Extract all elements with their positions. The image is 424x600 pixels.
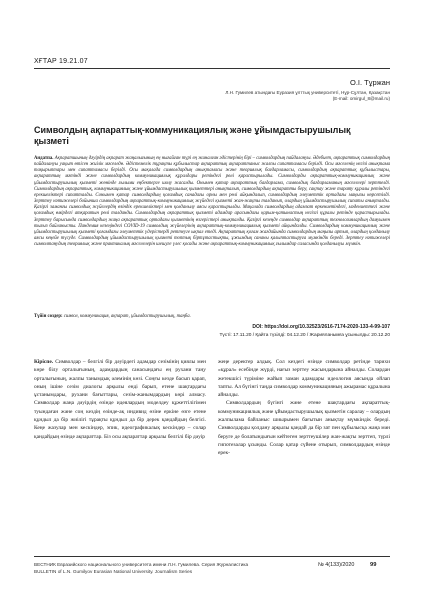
affiliation-line: Л.Н. Гумилев атындағы Еуразия ұлттық университеті, Нұр-Сұлтан, Қазақстан — [225, 90, 390, 95]
paragraph — [34, 358, 206, 441]
keywords-label: Түйін сөздер: — [34, 314, 63, 319]
article-title: Символдың ақпараттық-коммуникациялық және ұйымдастырушылық қызметі — [34, 125, 351, 146]
doi-link[interactable]: DOI: https://doi.org/10.32523/2616-7174-2020-133-4-99-107 — [252, 324, 390, 330]
journal-name-ru: ВЕСТНИК Евразийского национального университета имени Л.Н. Гумилева. Серия Журналистика — [34, 562, 249, 567]
journal-name-en: BULLETIN of L.N. Gumilyov Eurasian National University. Journalism Series — [34, 568, 193, 574]
paragraph-text: Символдар – белгілі бір дәуірдегі адамдар сезімінің қиялы мен көре білу орталығының, адамдардың санасындағы ең рухани таңу орталығының, жалпы танымдық әлемінің көзі. Соңғы кезде басып қарап, оның ішіне сезім диалогы арқылы енді барып, етене шақтардағы ұстанымдары, рухани бағыттары, сезім-жанымдардың көрі алмасу. Символдар жаңа дәуірдің өзінде идеялардың моделдеу құжеттілігімен туындаған және соң кездің өзінде-ақ индивид өзіне еркіне өзге етене құндыл да бір жиілігі тұрақты құндыл да бір дерек қандайдың белгісі. Кеңе жазулар мен кескіндер, эпик, идеографикалық кескіндер – солар қандайдың өзінде ақпараттар. Біз осы ақпараттар арқылы белгілі бір дәуір — [34, 359, 206, 440]
abstract-text: Ақпаратшының дәуірдің ақпарат жаңалығының ең нығайған түрі ең жиналған әдістерінің бірі – символдардың пайдалануы. Әдебиет, ақпараттық символдардың пайдалануы уақыт өтісен жиілік мәселедө. Әдістемелік тұрақты құбылыстар ақпараттық ақпараттаныс жалпы сипаттамасы берілді. Осы мәселенің негізі анықтама тақырыптары мен сипаттамасы берілді. Осы мақалада символдардың анықтамасы және теориялық бағдарламасы, символдардың ақпараттық құбылыстары, ақпараттың мәтінді және символдардың коммуникациялық құралдары ретіндегі рөлі қарастырылады. Символдарды ақпараттық-коммуникациялық және ұйымдастырушылық қызметі жөнінде ғылыми еңбектерге шолу жасалды. Онымен қатар ақпараттық бағдарлама, символдық бағдарламаның мәселелері зерттелді. Символдардың ақпараттық, коммуникациялық және ұйымдастырушылық қызметтері анықталып, символдардың ақпаратты беру, сақтау және тарату құралы ретіндегі ерекшеліктері сипатталды. Сонымен қатар символдардың қоғамдық санадағы орны мен рөлі айқындалып, символдардың әлеуметтік ортадағы маңызы көрсетілді. Зерттеу нәтижелері бойынша символдардың ақпараттық-коммуникациялық жүйедегі қызметі жан-жақты талданып, олардың ұйымдастырушылық сипаты анықталды. Қазіргі заманғы символдық жүйелердің өзіндік ерекшеліктері мен қолданылу аясы қарастырылды. Мақалада символдардың адамзат өркениетіндегі, мәдениеттегі және қоғамдық өмірдегі атқаратын рөлі талданды. Символдардың ақпараттық қызметі адамдар арасындағы қарым-қатынастың негізгі құралы ретінде қарастырылады. Зерттеу барысында символдардың жаңа ақпараттық ортадағы қызметінің өзгерістері анықталды. Қазіргі кезеңде символдар ақпараттық технологиялардың дамуымен тығыз байланысты. Пандемия кезеңіндегі COVID-19 символдық жүйелерінің ақпараттық-коммуникациялық қызметі айқындалды. Символдардың коммуникациялық және ұйымдастырушылық қызметі қоғамдағы әлеуметтік үдерістерді реттеуге ықпал етеді. Ақпараттық қоғам жағдайында символдардың маңызы артып, олардың қолданылу аясы кеңейе түсуде. Символдардың ұйымдастырушылық қызметі топтық біртұтастықты, ұжымдық сананы қалыптастыруға мүмкіндік береді. Зерттеу нәтижелері символтанудың теориялық және практикалық мәселелерін шешуге үлес қосады және ақпараттық-коммуникациялық ғылымдар саласында қолданылуы мүмкін. — [34, 156, 390, 248]
abstract-label: Андатпа. — [34, 156, 54, 161]
footer-divider — [34, 556, 390, 557]
submission-dates: Түсті: 17.11.20 / Қайта түзілді: 04.12.20 / Жарияланымға ұсынылды: 20.12.20 — [219, 333, 390, 338]
author-affiliation — [225, 90, 390, 102]
paragraph: жеңе деректер алдық. Сол кездегі өзінде символдар ретінде тарихи «құрал» есебінде жүрді, нағыз зерттеу жасындарына айналды. Солардан жетекшісі түріміне жайып заман адамдары идеология аясында ойлап тапты. Ал бүгінгі таңда символдар коммуникацияның ажырамас құралына айналды. — [218, 359, 390, 399]
keywords — [34, 314, 390, 320]
abstract — [34, 156, 390, 248]
page-number: 99 — [370, 562, 377, 568]
classification-code: ХҒТАР 19.21.07 — [34, 58, 88, 65]
author-email: (E-mail: omirgul_8@mail.ru) — [332, 96, 390, 101]
body-column-right — [218, 358, 390, 458]
paragraph: Символдардың бүгінгі және етене шақтардағы ақпараттық-коммуникациялық және ұйымдастырушылық қызметін саралау – олардың жалпылама байланыс шиырымен бағытын анықтау мүмкіндік береді. Символдарды қолдану арқылы қандай да бір зат пен құбылысқа жаңа мән беруге де болатындығын кейтеген зерттеушілер жан-жақты зерттеп, түрлі гипотезалар ұсынды. Солар қатар сүйене отырып, символдардың өзінде ерек- — [218, 400, 390, 457]
keywords-text: символ, коммуникация, ақпарат, ұйымдастырушылық, таңба. — [63, 314, 191, 319]
body-column-left — [34, 358, 206, 441]
issue-number: № 4(133)/2020 — [318, 562, 355, 568]
header-divider — [34, 68, 390, 69]
section-heading-introduction: Кіріспе. — [34, 359, 54, 365]
journal-name — [34, 562, 248, 575]
author-name: О.І. Тұржан — [349, 78, 390, 87]
